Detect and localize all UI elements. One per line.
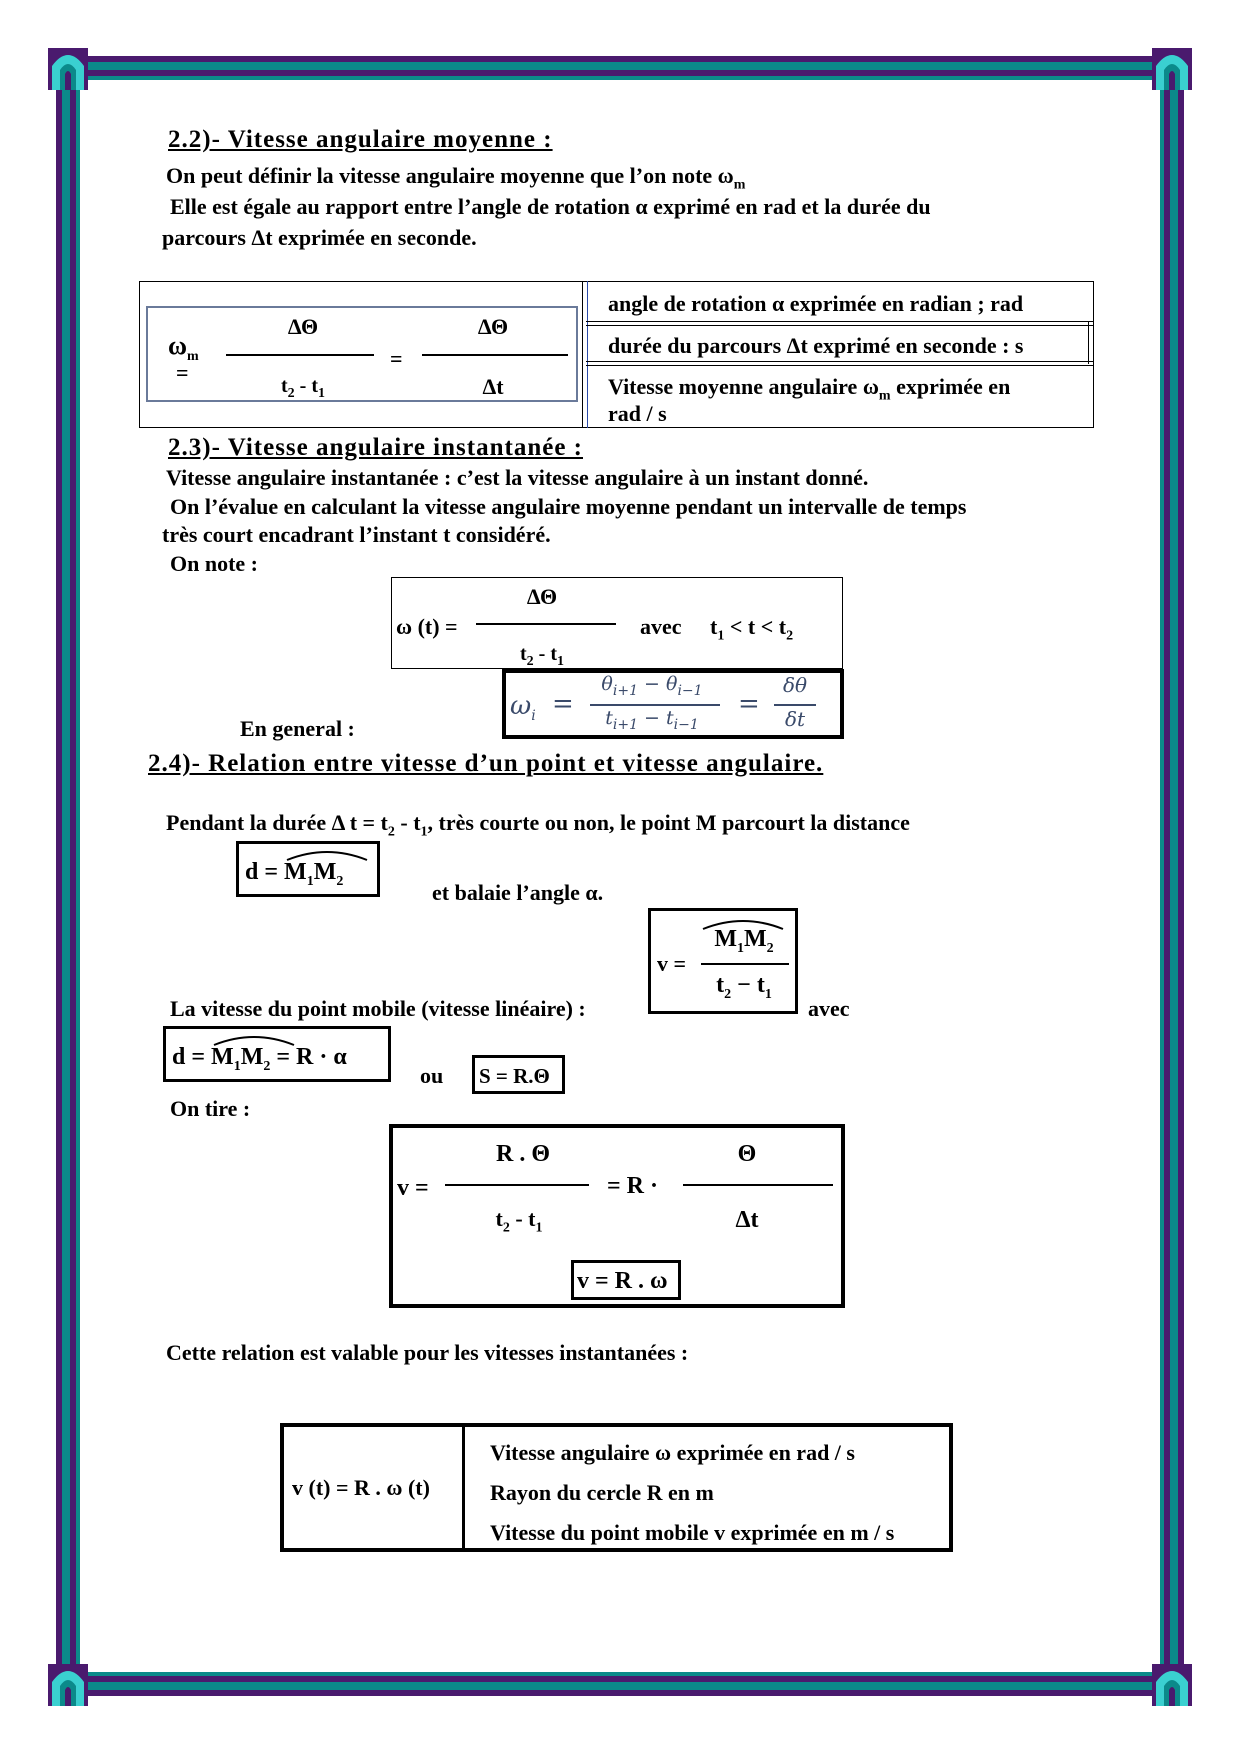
section-title-2-4: 2.4)- Relation entre vitesse d’un point et vitesse angulaire. [148,750,824,777]
fraction-denominator: δt [784,707,806,731]
equals-sign: = [176,360,189,385]
omega-m-symbol: $\omega_m$ [168,331,199,365]
arc-length-formula: S = R.Θ [479,1064,550,1088]
paragraph-line: et balaie l’angle α. [432,880,604,905]
formula-box-velocity [648,908,798,1014]
table-divider [582,281,588,428]
section-title-2-2: 2.2)- Vitesse angulaire moyenne : [168,126,553,153]
fraction-numerator: ΔΘ [477,314,509,339]
border-right-mid [1170,76,1178,1676]
formula-box-omega-i [502,669,844,739]
final-row-3: Vitesse du point mobile v exprimée en m / s [490,1520,895,1545]
fraction-denominator: $t_2 - t_1$ [716,972,772,1002]
formula-box-arc-length [472,1055,565,1094]
formula-box-omega-m [146,306,578,402]
paragraph-line: Cette relation est valable pour les vitesses instantanées : [166,1340,689,1365]
formula-box-distance-r-alpha [163,1026,391,1082]
corner-ornament-icon [48,48,88,90]
general-label: En general : [240,716,355,741]
paragraph-line: On peut définir la vitesse angulaire moyenne que l’on note $\omega_m$ [166,163,746,193]
fraction-bar [226,354,374,356]
fraction-denominator: Δt [482,374,504,399]
equals-sign: = [738,689,760,719]
section-title-2-3: 2.3)- Vitesse angulaire instantanée : [168,434,583,461]
border-left-edge [76,76,80,1676]
formula-box-distance [236,841,380,897]
paragraph-line: On l’évalue en calculant la vitesse angulaire moyenne pendant un intervalle de temps [170,494,967,519]
fraction-denominator: $t_2 - t_1$ [520,643,564,669]
paragraph-line: Pendant la durée Δ $t = t_2 - t_1$, très courte ou non, le point M parcourt la distance [166,810,910,840]
final-table [280,1423,953,1552]
fraction-numerator: δθ [782,673,808,697]
final-formula: v (t) = R . ω (t) [292,1475,430,1500]
fraction-denominator: $t_2 - t_1$ [495,1206,543,1236]
avec-label: avec [640,614,682,639]
fraction-denominator: $t_{i+1} - t_{i-1}$ [605,707,699,733]
border-bottom-inner [72,1690,1170,1696]
fraction-numerator: R . Θ [496,1141,550,1167]
fraction-bar [445,1184,589,1186]
fraction-bar [476,623,616,625]
corner-ornament-icon [1152,48,1192,90]
row-right-edge [1088,321,1089,364]
fraction-bar [701,963,789,965]
border-top-mid [72,62,1170,70]
corner-ornament-icon [1152,1664,1192,1706]
omega-t-lhs: ω (t) = [396,614,458,639]
paragraph-line: On note : [170,551,258,576]
result-box [571,1260,681,1300]
equals-sign: = [552,689,574,719]
equals-r: = R · [607,1173,659,1199]
legend-row-1: angle de rotation α exprimée en radian ; rad [608,291,1024,316]
final-row-1: Vitesse angulaire ω exprimée en rad / s [490,1440,855,1465]
fraction-numerator: ΔΘ [287,314,319,339]
fraction-numerator: ΔΘ [526,584,558,609]
border-top-edge [72,76,1170,80]
fraction-numerator: $\theta_{i+1} - \theta_{i-1}$ [601,673,703,699]
row-separator [586,321,1094,326]
legend-row-3: Vitesse moyenne angulaire $\omega_m$ exprimée en [608,374,1011,404]
fraction-bar [774,704,816,706]
result-formula: v = R . ω [577,1268,668,1294]
fraction-bar [683,1184,833,1186]
paragraph-line: très court encadrant l’instant t considéré. [162,522,551,547]
fraction-numerator: Θ [737,1141,757,1167]
fraction-denominator: $t_2 - t_1$ [281,375,325,401]
ou-label: ou [420,1063,444,1088]
legend-row-3-cont: rad / s [608,401,667,426]
equals-sign: = [390,346,403,371]
velocity-lhs: v = [397,1175,429,1201]
fraction-bar [422,354,568,356]
formula-box-v-r-omega [389,1124,845,1308]
border-right-outer [1178,76,1184,1676]
paragraph-line: On tire : [170,1096,251,1121]
paragraph-line: Vitesse angulaire instantanée : c’est la vitesse angulaire à un instant donné. [166,465,869,490]
corner-ornament-icon [48,1664,88,1706]
avec-label: avec [808,996,850,1021]
fraction-bar [590,704,720,706]
omega-i-symbol: $\omega_i$ [510,691,536,725]
fraction-denominator: Δt [735,1207,759,1233]
fraction-numerator: $M_1M_2$ [714,926,774,956]
row-separator [586,361,1094,366]
distance-formula: $d = M_1M_2$ [245,859,344,889]
legend-row-2: durée du parcours Δt exprimé en seconde : s [608,333,1024,358]
time-condition: $t_1 < t < t_2$ [710,614,794,644]
paragraph-line: Elle est égale au rapport entre l’angle de rotation α exprimé en rad et la durée du [170,194,931,219]
formula-box-omega-t [391,577,843,669]
paragraph-line: parcours Δt exprimée en seconde. [162,225,477,250]
border-left-mid [62,76,70,1676]
distance-r-alpha-formula: $d = M_1M_2 = R \cdot \alpha$ [172,1044,347,1074]
final-row-2: Rayon du cercle R en m [490,1480,714,1505]
border-bottom-mid2 [72,1682,1170,1690]
velocity-lhs: v = [657,951,687,976]
table-divider [462,1427,465,1548]
paragraph-line: La vitesse du point mobile (vitesse linéaire) : [170,996,586,1021]
